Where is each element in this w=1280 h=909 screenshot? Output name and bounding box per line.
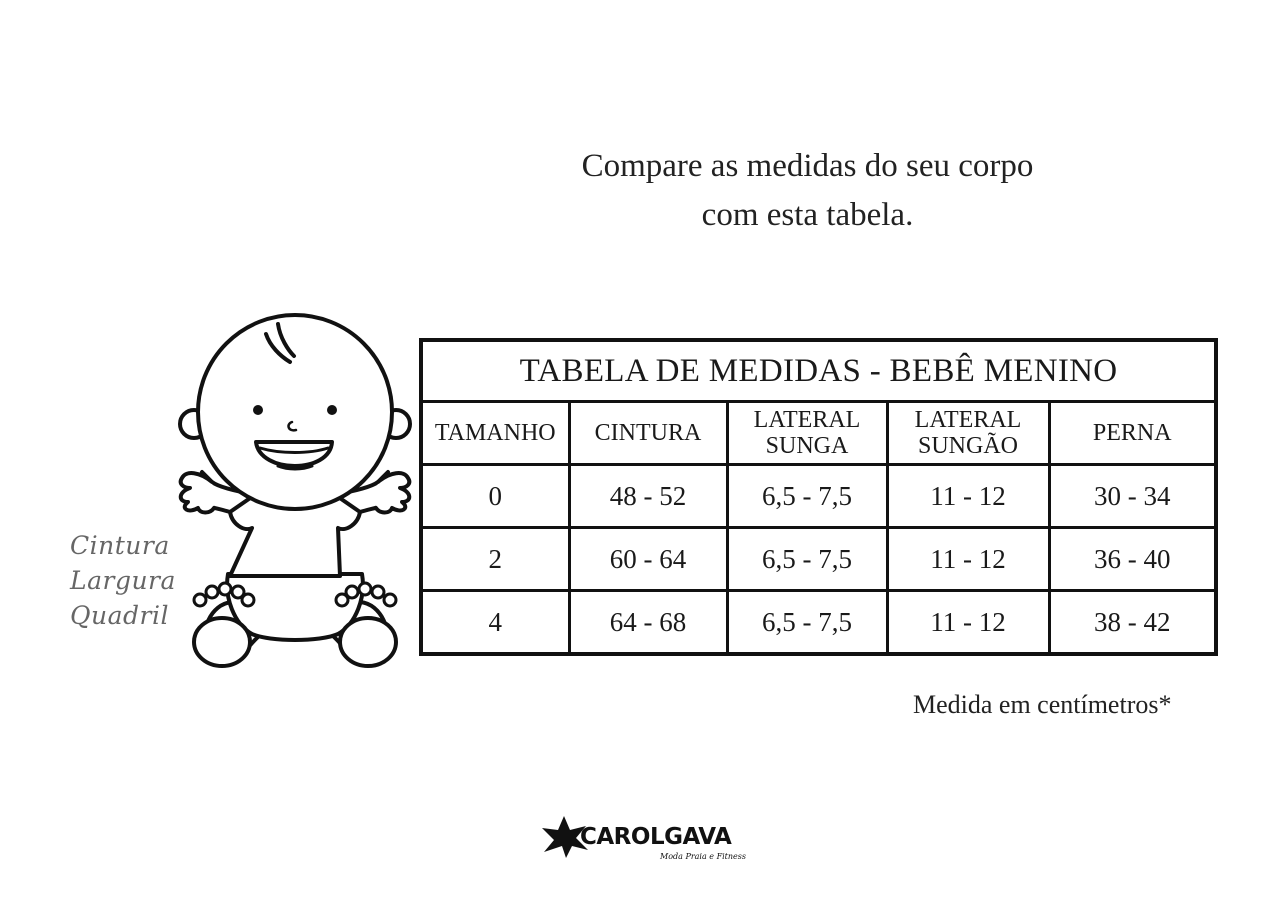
header-tamanho: TAMANHO [421,402,569,465]
baby-right-foot [340,618,396,666]
cell-lateral-sunga: 6,5 - 7,5 [727,591,887,655]
cell-tamanho: 2 [421,528,569,591]
cell-lateral-sungao: 11 - 12 [887,591,1049,655]
cell-tamanho: 4 [421,591,569,655]
measure-labels [70,528,180,633]
cell-lateral-sungao: 11 - 12 [887,465,1049,528]
cell-lateral-sunga: 6,5 - 7,5 [727,528,887,591]
header-cintura: CINTURA [569,402,727,465]
intro-line-1: Compare as medidas do seu corpo [581,148,1034,184]
cell-perna: 36 - 40 [1049,528,1216,591]
table-row [421,465,1216,528]
brand-tagline: Moda Praia e Fitness [660,852,746,861]
cell-lateral-sungao: 11 - 12 [887,528,1049,591]
table-title: TABELA DE MEDIDAS - BEBÊ MENINO [421,340,1216,402]
intro-line-2: com esta tabela. [701,197,914,233]
baby-right-eye [327,405,337,415]
label-quadril: Quadril [70,601,169,630]
cell-tamanho: 0 [421,465,569,528]
header-lateral-sunga: LATERAL SUNGA [727,402,887,465]
cell-lateral-sunga: 6,5 - 7,5 [727,465,887,528]
size-table [419,338,1218,656]
footnote: Medida em centímetros* [913,690,1172,719]
header-perna: PERNA [1049,402,1216,465]
table-row [421,591,1216,655]
baby-head [198,315,392,509]
baby-left-eye [253,405,263,415]
cell-cintura: 64 - 68 [569,591,727,655]
cell-perna: 30 - 34 [1049,465,1216,528]
cell-cintura: 60 - 64 [569,528,727,591]
brand-name: CAROLGAVA [580,824,732,850]
intro-text [560,142,1055,240]
label-largura: Largura [70,566,176,595]
baby-illustration [170,312,420,674]
baby-left-hand [181,473,214,512]
label-cintura: Cintura [70,531,170,560]
cell-cintura: 48 - 52 [569,465,727,528]
header-lateral-sungao: LATERAL SUNGÃO [887,402,1049,465]
brand-logo [540,814,746,866]
table-header-row [421,402,1216,465]
baby-left-foot [194,618,250,666]
cell-perna: 38 - 42 [1049,591,1216,655]
baby-right-hand [376,473,409,512]
table-row [421,528,1216,591]
